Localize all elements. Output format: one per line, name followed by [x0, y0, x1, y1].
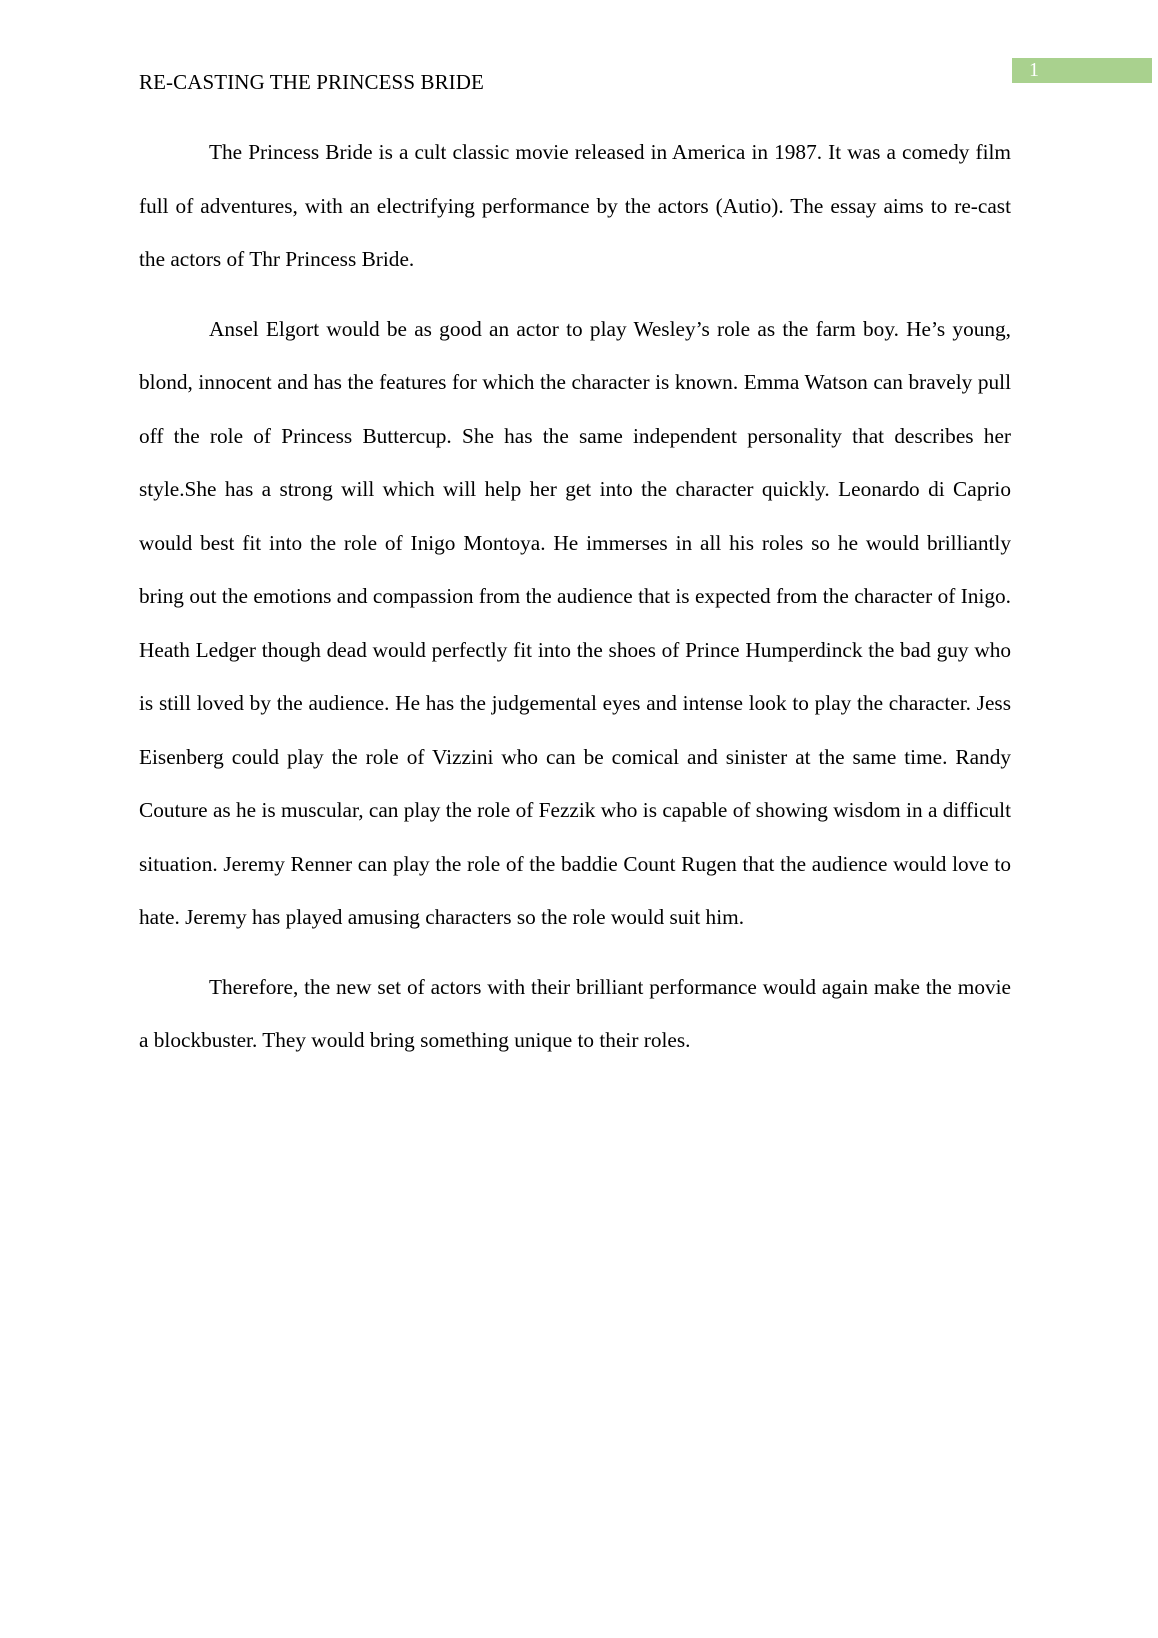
page-number-box: [1012, 58, 1152, 83]
page-number: 1: [1029, 59, 1039, 81]
running-head: RE-CASTING THE PRINCESS BRIDE: [139, 70, 484, 94]
paragraph-conclusion: Therefore, the new set of actors with their brilliant performance would again make the movie a blockbuster. They would bring something unique to their roles.: [139, 974, 1011, 1052]
body-text: [139, 126, 1011, 1084]
paragraph-casting: Ansel Elgort would be as good an actor to play Wesley’s role as the farm boy. He’s young, blond, innocent and has the features for which the character is known. Emma Watson can bravely pull off the role of Princess Buttercup. She has the same independent personality that describes her style.She has a strong will which will help her get into the character quickly. Leonardo di Caprio would best fit into the role of Inigo Montoya. He immerses in all his roles so he would brilliantly bring out the emotions and compassion from the audience that is expected from the character of Inigo. Heath Ledger though dead would perfectly fit into the shoes of Prince Humperdinck the bad guy who is still loved by the audience. He has the judgemental eyes and intense look to play the character. Jess Eisenberg could play the role of Vizzini who can be comical and sinister at the same time. Randy Couture as he is muscular, can play the role of Fezzik who is capable of showing wisdom in a difficult situation. Jeremy Renner can play the role of the baddie Count Rugen that the audience would love to hate. Jeremy has played amusing characters so the role would suit him.: [139, 316, 1011, 929]
paragraph-intro: The Princess Bride is a cult classic movie released in America in 1987. It was a comedy film full of adventures, with an electrifying performance by the actors (Autio). The essay aims to re-cast the actors of Thr Princess Bride.: [139, 140, 1011, 271]
